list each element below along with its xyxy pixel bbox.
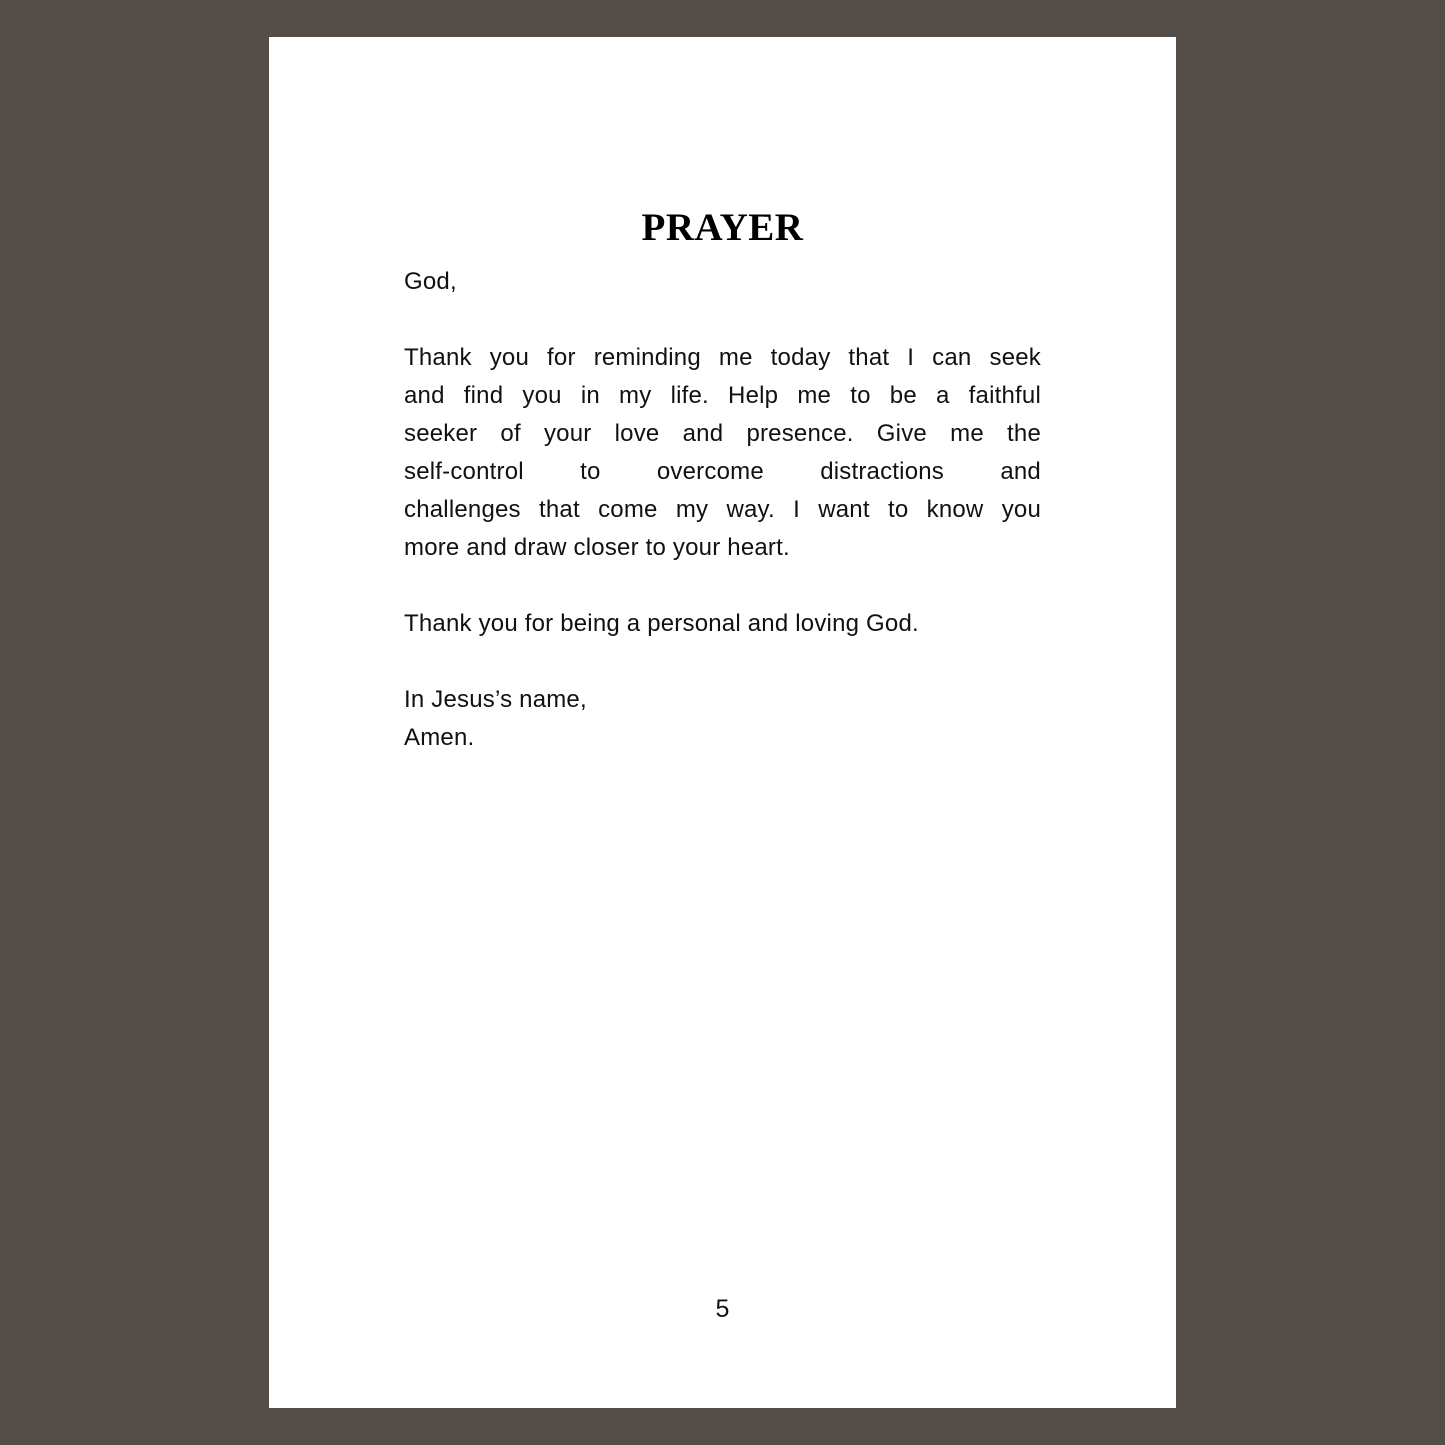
text-line: more and draw closer to your heart. — [404, 534, 790, 561]
salutation: God, — [404, 268, 457, 295]
page-number: 5 — [715, 1295, 730, 1323]
closing — [404, 681, 1041, 757]
paragraph-thanks: Thank you for being a personal and loving God. — [404, 610, 919, 637]
page-title: PRAYER — [641, 206, 804, 249]
text-line: and find you in my life. Help me to be a faithful — [404, 382, 1041, 409]
text-line: self-control to overcome distractions and — [404, 458, 1041, 485]
closing-line: Amen. — [404, 724, 475, 751]
text-line: seeker of your love and presence. Give me the — [404, 420, 1041, 447]
text-line: Thank you for reminding me today that I can seek — [404, 344, 1041, 371]
prayer-body — [404, 263, 1041, 795]
closing-line: In Jesus’s name, — [404, 686, 587, 713]
paragraph-main — [404, 339, 1041, 567]
text-line: challenges that come my way. I want to know you — [404, 496, 1041, 523]
document-page — [269, 37, 1176, 1408]
